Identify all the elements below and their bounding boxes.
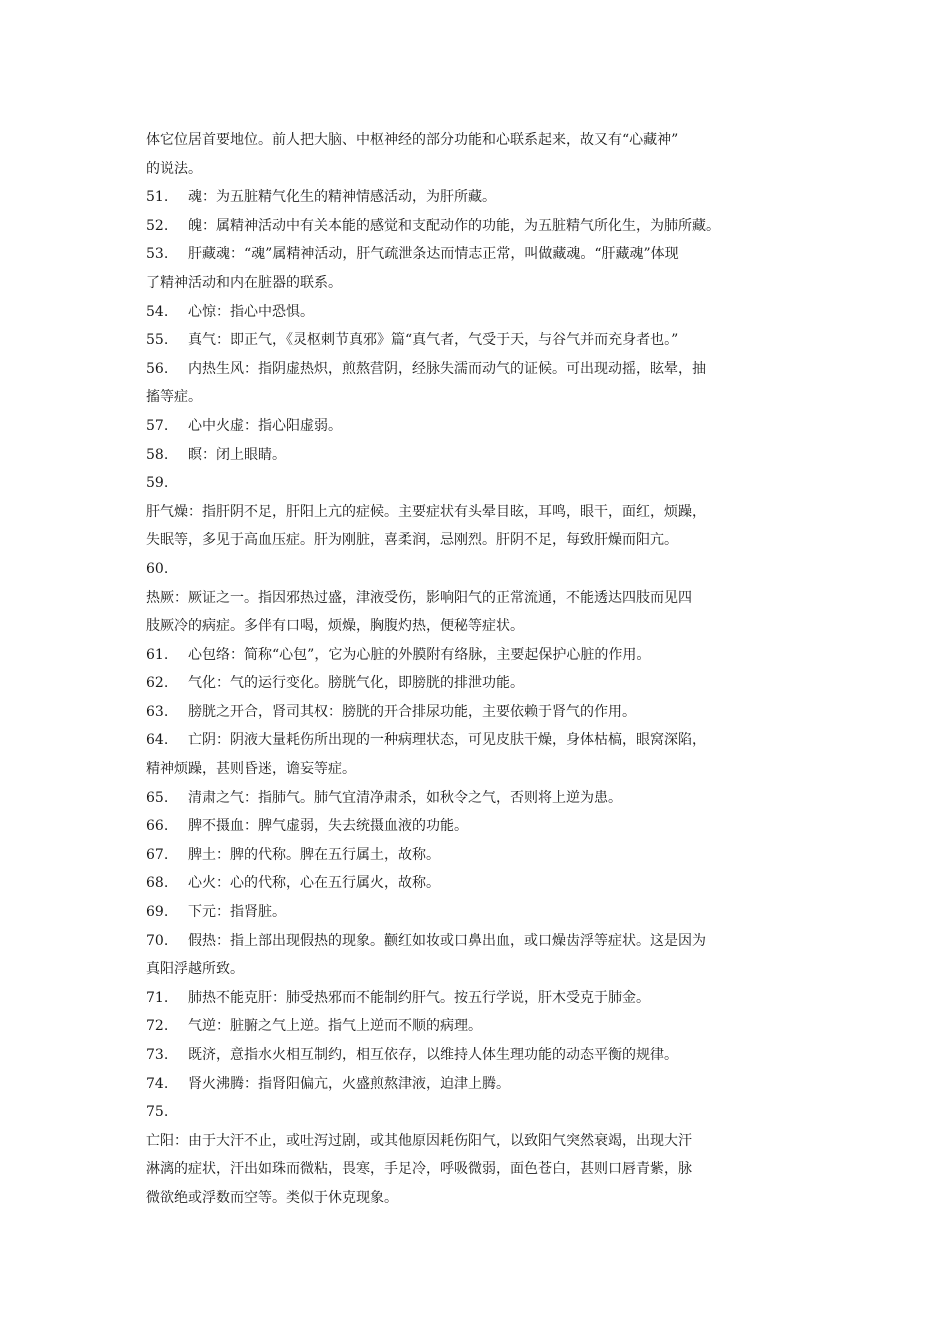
text-line (146, 269, 818, 298)
text-line (146, 526, 818, 555)
line-text: 膀胱之开合，肾司其权：膀胱的开合排尿功能，主要依赖于肾气的作用。 (188, 703, 636, 720)
line-text: 搐等症。 (146, 389, 202, 406)
entry-number: 51. (146, 189, 169, 206)
line-text: 失眠等，多见于高血压症。肝为刚脏，喜柔润，忌刚烈。肝阴不足，每致肝燥而阳亢。 (146, 532, 678, 549)
entry-number: 57. (146, 417, 169, 434)
entry-number: 58. (146, 446, 169, 463)
entry-number: 71. (146, 989, 169, 1006)
text-line (146, 612, 818, 641)
line-text: 微欲绝或浮数而空等。类似于休克现象。 (146, 1189, 398, 1206)
text-line (146, 898, 818, 927)
text-line (146, 698, 818, 727)
line-text: 瞑：闭上眼睛。 (188, 446, 286, 463)
entry-number: 62. (146, 675, 169, 692)
entry-number: 61. (146, 646, 169, 663)
line-text: 肺热不能克肝：肺受热邪而不能制约肝气。按五行学说，肝木受克于肺金。 (188, 989, 650, 1006)
line-text: 热厥：厥证之一。指因邪热过盛，津液受伤，影响阳气的正常流通，不能透达四肢而见四 (146, 589, 692, 606)
text-line (146, 1041, 818, 1070)
entry-number: 54. (146, 303, 169, 320)
line-text: 心包络：简称“心包”，它为心脏的外膜附有络脉，主要起保护心脏的作用。 (188, 646, 651, 663)
text-line (146, 1184, 818, 1213)
text-line (146, 784, 818, 813)
text-line (146, 555, 818, 584)
line-text: 下元：指肾脏。 (188, 904, 286, 921)
text-line (146, 1155, 818, 1184)
line-text: 内热生风：指阴虚热炽，煎熬营阴，经脉失濡而动气的证候。可出现动摇，眩晕，抽 (188, 360, 706, 377)
text-line (146, 355, 818, 384)
line-text: 亡阴：阴液大量耗伤所出现的一种病理状态，可见皮肤干燥，身体枯槁，眼窝深陷， (188, 732, 706, 749)
text-line (146, 1012, 818, 1041)
text-line (146, 726, 818, 755)
entry-number: 70. (146, 932, 169, 949)
text-line (146, 183, 818, 212)
text-line (146, 469, 818, 498)
text-line (146, 240, 818, 269)
line-text: 心火：心的代称，心在五行属火，故称。 (188, 875, 440, 892)
entry-number: 60. (146, 560, 169, 577)
text-line (146, 212, 818, 241)
entry-number: 64. (146, 732, 169, 749)
text-line (146, 441, 818, 470)
line-text: 脾土：脾的代称。脾在五行属土，故称。 (188, 846, 440, 863)
line-text: 肾火沸腾：指肾阳偏亢，火盛煎熬津液，迫津上腾。 (188, 1075, 510, 1092)
entry-number: 68. (146, 875, 169, 892)
text-line (146, 927, 818, 956)
entry-number: 56. (146, 360, 169, 377)
line-text: 亡阳：由于大汗不止，或吐泻过剧，或其他原因耗伤阳气，以致阳气突然衰竭，出现大汗 (146, 1132, 692, 1149)
line-text: 清肃之气：指肺气。肺气宜清净肃杀，如秋令之气，否则将上逆为患。 (188, 789, 622, 806)
text-line (146, 955, 818, 984)
entry-number: 65. (146, 789, 169, 806)
entry-number: 72. (146, 1018, 169, 1035)
text-line (146, 1070, 818, 1099)
line-text: 体它位居首要地位。前人把大脑、中枢神经的部分功能和心联系起来，故又有“心藏神” (146, 132, 679, 148)
line-text: 真气：即正气，《灵枢刺节真邪》篇“真气者，气受于天，与谷气并而充身者也。” (188, 332, 679, 349)
entry-number: 59. (146, 475, 169, 492)
text-line (146, 498, 818, 527)
text-line (146, 383, 818, 412)
entry-number: 74. (146, 1075, 169, 1092)
text-line (146, 412, 818, 441)
line-text: 既济，意指水火相互制约，相互依存，以维持人体生理功能的动态平衡的规律。 (188, 1047, 678, 1063)
text-line (146, 126, 818, 155)
line-text: 肝气燥：指肝阴不足，肝阳上亢的症候。主要症状有头晕目眩，耳鸣，眼干，面红，烦躁， (146, 503, 706, 520)
text-line (146, 155, 818, 184)
text-line (146, 1098, 818, 1127)
entry-number: 66. (146, 818, 169, 835)
text-line (146, 1127, 818, 1156)
line-text: 了精神活动和内在脏器的联系。 (146, 274, 342, 291)
line-text: 心中火虚：指心阳虚弱。 (188, 417, 342, 434)
line-text: 淋漓的症状，汗出如珠而微粘，畏寒，手足冷，呼吸微弱，面色苍白，甚则口唇青紫，脉 (146, 1161, 692, 1178)
text-line (146, 584, 818, 613)
line-text: 肝藏魂：“魂”属精神活动，肝气疏泄条达而情志正常，叫做藏魂。“肝藏魂”体现 (188, 246, 679, 263)
entry-number: 52. (146, 217, 169, 234)
text-line (146, 812, 818, 841)
entry-number: 69. (146, 904, 169, 921)
line-text: 魂：为五脏精气化生的精神情感活动，为肝所藏。 (188, 189, 496, 206)
text-line (146, 326, 818, 355)
entry-number: 55. (146, 332, 169, 349)
text-line (146, 669, 818, 698)
document-body (146, 126, 818, 1213)
line-text: 气化：气的运行变化。膀胱气化，即膀胱的排泄功能。 (188, 675, 524, 692)
entry-number: 73. (146, 1047, 169, 1063)
text-line (146, 984, 818, 1013)
entry-number: 67. (146, 846, 169, 863)
line-text: 气逆：脏腑之气上逆。指气上逆而不顺的病理。 (188, 1018, 482, 1035)
entry-number: 53. (146, 246, 169, 263)
text-line (146, 869, 818, 898)
line-text: 魄：属精神活动中有关本能的感觉和支配动作的功能，为五脏精气所化生，为肺所藏。 (188, 217, 720, 234)
line-text: 假热：指上部出现假热的现象。颧红如妆或口鼻出血，或口燥齿浮等症状。这是因为 (188, 932, 706, 949)
line-text: 肢厥冷的病症。多伴有口喝，烦燥，胸腹灼热，便秘等症状。 (146, 618, 524, 635)
line-text: 精神烦躁，甚则昏迷，谵妄等症。 (146, 761, 356, 778)
line-text: 真阳浮越所致。 (146, 961, 244, 978)
text-line (146, 755, 818, 784)
text-line (146, 841, 818, 870)
line-text: 心惊：指心中恐惧。 (188, 303, 314, 320)
line-text: 脾不摄血：脾气虚弱，失去统摄血液的功能。 (188, 818, 468, 835)
entry-number: 63. (146, 703, 169, 720)
entry-number: 75. (146, 1104, 169, 1121)
text-line (146, 641, 818, 670)
text-line (146, 298, 818, 327)
line-text: 的说法。 (146, 160, 202, 177)
